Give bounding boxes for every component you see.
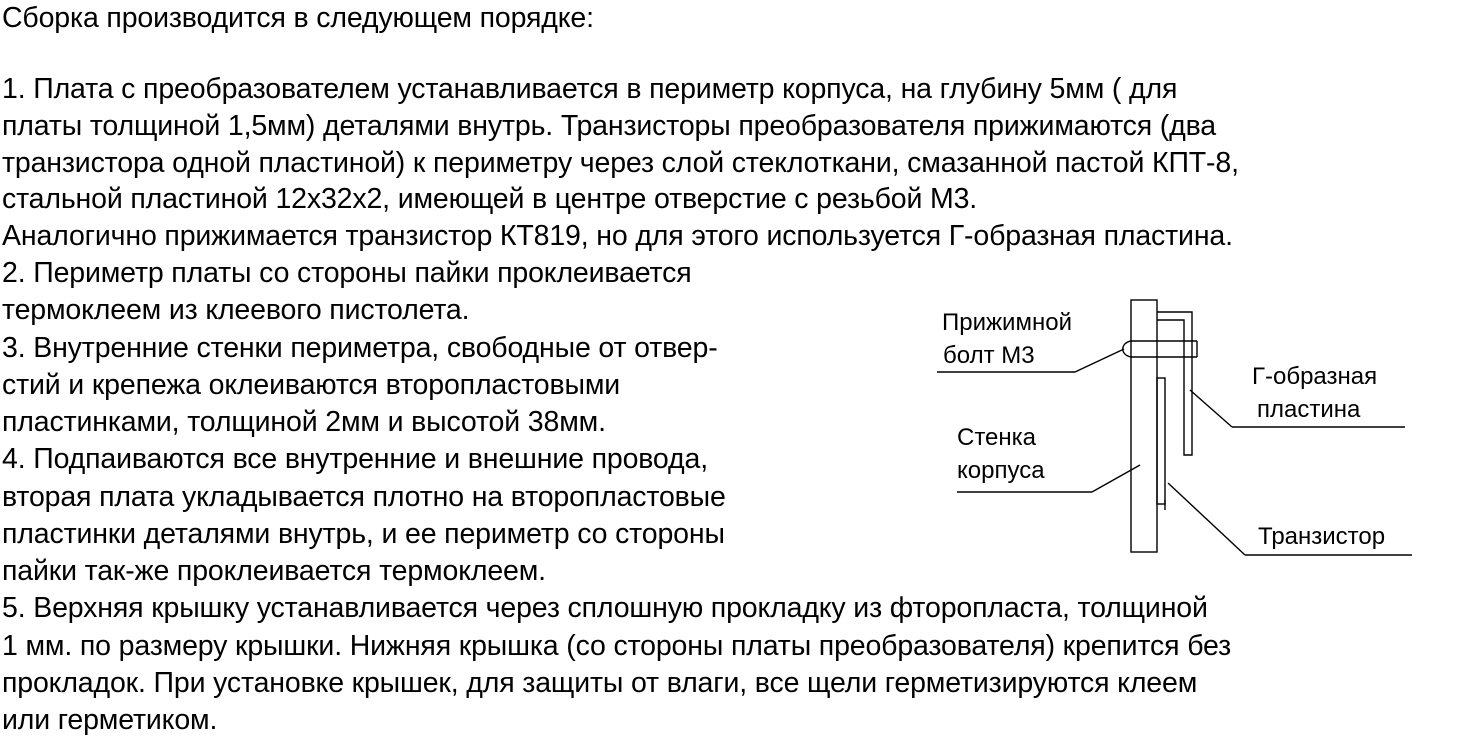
text-line: вторая плата укладывается плотно на второпластовые bbox=[2, 481, 726, 513]
wall-label-line1: Стенка bbox=[957, 424, 1037, 451]
plate-label-line1: Г-образная bbox=[1252, 363, 1378, 390]
bolt-label-line2: болт М3 bbox=[943, 342, 1035, 369]
text-line: термоклеем из клеевого пистолета. bbox=[2, 294, 470, 326]
wall-label-line2: корпуса bbox=[957, 457, 1045, 484]
text-line: 5. Верхняя крышку устанавливается через сплошную прокладку из фторопласта, толщиной bbox=[2, 592, 1208, 624]
text-line: прокладок. При установке крышек, для защиты от влаги, все щели герметизируются клеем bbox=[2, 667, 1198, 699]
text-line: транзистора одной пластиной) к периметру через слой стеклоткани, смазанной пастой КПТ-8, bbox=[2, 147, 1239, 179]
transistor-body bbox=[1157, 378, 1165, 504]
text-line: 1. Плата с преобразователем устанавливается в периметр корпуса, на глубину 5мм ( для bbox=[2, 73, 1178, 105]
bolt-leader-line bbox=[1075, 349, 1124, 372]
text-line: платы толщиной 1,5мм) деталями внутрь. Транзисторы преобразователя прижимаются (два bbox=[2, 110, 1216, 142]
text-line: 4. Подпаиваются все внутренние и внешние провода, bbox=[2, 443, 708, 475]
transistor-label: Транзистор bbox=[1258, 523, 1386, 550]
wall-leader-line bbox=[1092, 465, 1140, 492]
text-line: стальной пластиной 12х32х2, имеющей в центре отверстие с резьбой М3. bbox=[2, 183, 978, 215]
plate-label-line2: пластина bbox=[1257, 396, 1361, 423]
bolt-label-line1: Прижимной bbox=[942, 309, 1072, 336]
heading-line: Сборка производится в следующем порядке: bbox=[2, 2, 594, 34]
text-line: или герметиком. bbox=[2, 704, 218, 736]
text-line: 2. Периметр платы со стороны пайки проклеивается bbox=[2, 257, 692, 289]
text-line: пластинки деталями внутрь, и ее периметр со стороны bbox=[2, 518, 725, 550]
housing-wall bbox=[1131, 300, 1157, 552]
plate-leader-line bbox=[1190, 390, 1232, 427]
text-line: пайки так-же проклеивается термоклеем. bbox=[2, 555, 546, 587]
l-shaped-plate bbox=[1157, 312, 1192, 455]
text-line: стий и крепежа оклеиваются второпластовыми bbox=[2, 369, 621, 401]
text-line: пластинками, толщиной 2мм и высотой 38мм. bbox=[2, 406, 606, 438]
text-line: 3. Внутренние стенки периметра, свободные от отвер- bbox=[2, 332, 718, 364]
text-line: Аналогично прижимается транзистор КТ819, но для этого используется Г-образная пластина. bbox=[2, 220, 1233, 252]
text-line: 1 мм. по размеру крышки. Нижняя крышка (со стороны платы преобразователя) крепится без bbox=[2, 630, 1232, 662]
transistor-leader-line bbox=[1168, 483, 1245, 555]
